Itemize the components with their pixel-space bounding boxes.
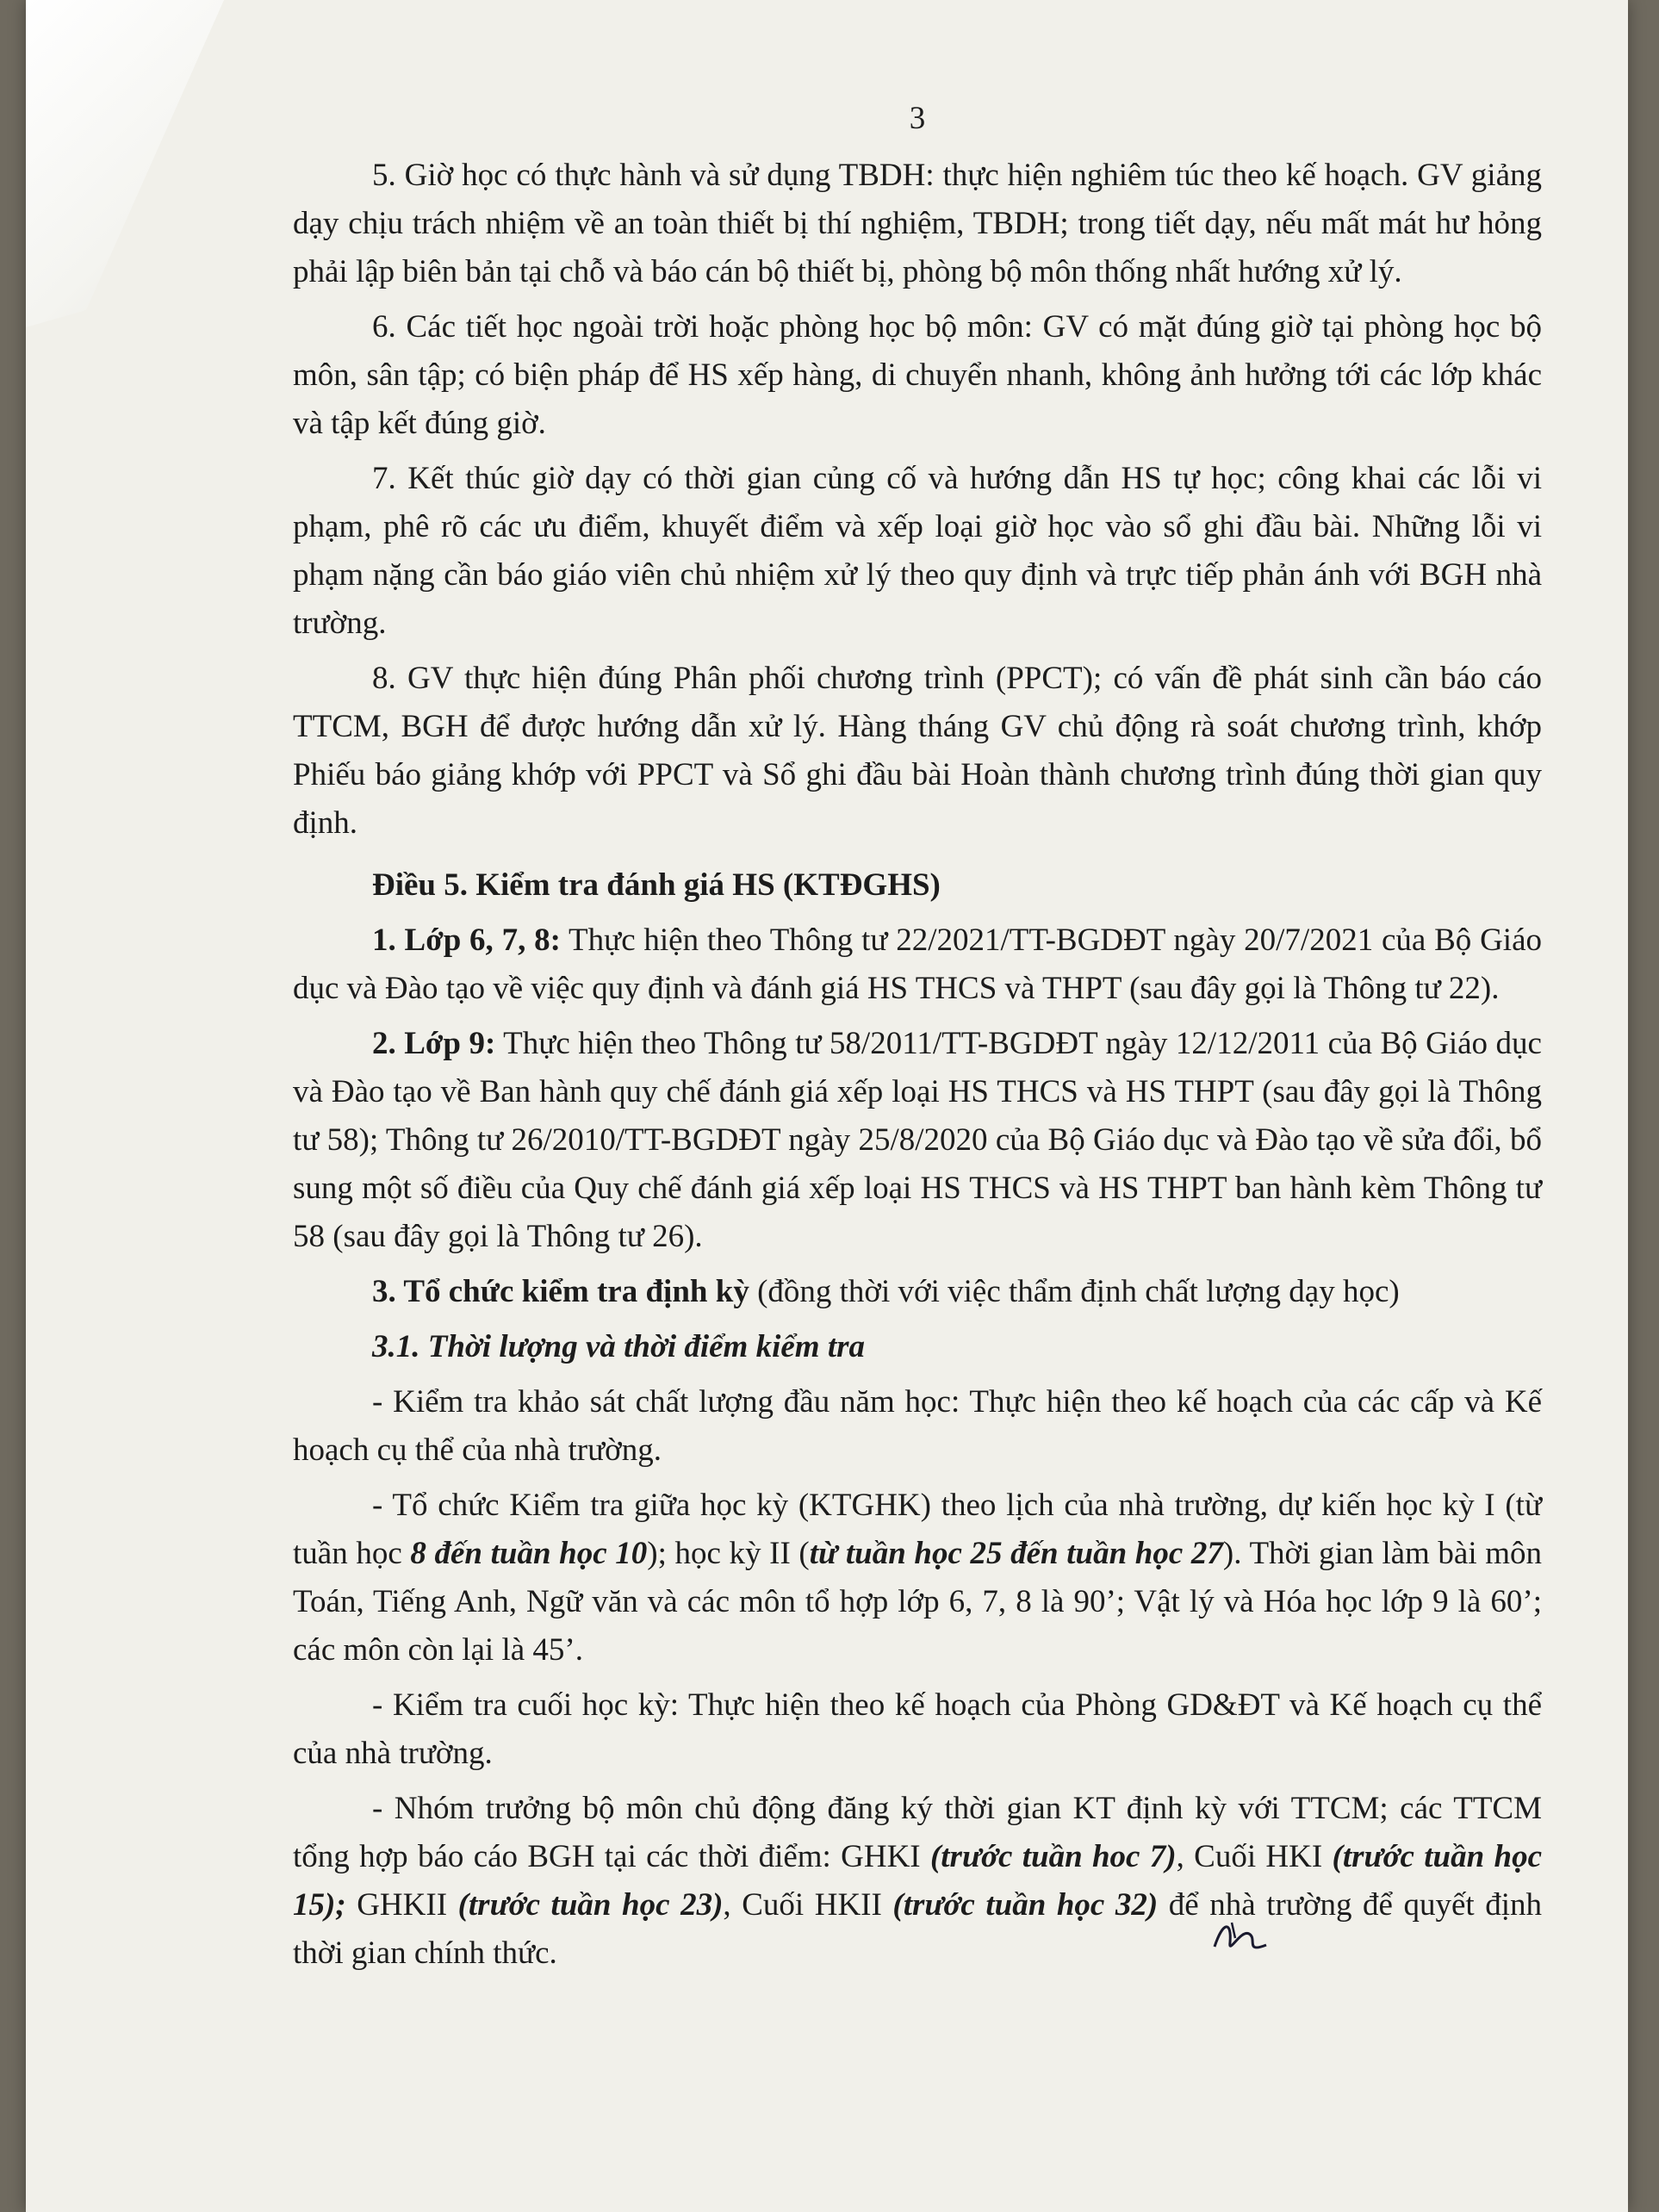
article-5-item-2: 2. Lớp 9: Thực hiện theo Thông tư 58/2011/TT-BGDĐT ngày 12/12/2011 của Bộ Giáo dục và Đào tạo về Ban hành quy chế đánh giá xếp loại HS THCS và HS THPT (sau đây gọi là Thông tư 58); Thông tư 26/2010/TT-BGDĐT ngày 25/8/2020 của Bộ Giáo dục và Đào tạo về sửa đổi, bổ sung một số điều của Quy chế đánh giá xếp loại HS THCS và HS THPT ban hành kèm Thông tư 58 (sau đây gọi là Thông tư 26). xyxy=(293,1026,1542,1254)
bullet-midterm: - Tổ chức Kiểm tra giữa học kỳ (KTGHK) theo lịch của nhà trường, dự kiến học kỳ I (từ tuần học 8 đến tuần học 10); học kỳ II (từ tuần học 25 đến tuần học 27). Thời gian làm bài môn Toán, Tiếng Anh, Ngữ văn và các môn tổ hợp lớp 6, 7, 8 là 90’; Vật lý và Hóa học lớp 9 là 60’; các môn còn lại là 45’. xyxy=(293,1488,1543,1668)
article-5-item-3: 3. Tổ chức kiểm tra định kỳ (đồng thời với việc thẩm định chất lượng dạy học) xyxy=(372,1274,1400,1309)
paragraph-6: 6. Các tiết học ngoài trời hoặc phòng học bộ môn: GV có mặt đúng giờ tại phòng học bộ môn, sân tập; có biện pháp để HS xếp hàng, di chuyển nhanh, không ảnh hưởng tới các lớp khác và tập kết đúng giờ. xyxy=(293,309,1542,441)
bullet-final: - Kiểm tra cuối học kỳ: Thực hiện theo kế hoạch của Phòng GD&ĐT và Kế hoạch cụ thể của nhà trường. xyxy=(293,1687,1542,1771)
article-5-item-1: 1. Lớp 6, 7, 8: Thực hiện theo Thông tư 22/2021/TT-BGDĐT ngày 20/7/2021 của Bộ Giáo dục và Đào tạo về việc quy định và đánh giá HS THCS và THPT (sau đây gọi là Thông tư 22). xyxy=(293,923,1542,1006)
bullet-survey: - Kiểm tra khảo sát chất lượng đầu năm học: Thực hiện theo kế hoạch của các cấp và Kế hoạch cụ thể của nhà trường. xyxy=(293,1384,1542,1468)
bullet-schedule: - Nhóm trưởng bộ môn chủ động đăng ký thời gian KT định kỳ với TTCM; các TTCM tổng hợp báo cáo BGH tại các thời điểm: GHKI (trước tuần hoc 7), Cuối HKI (trước tuần học 15); GHKII (trước tuần học 23), Cuối HKII (trước tuần học 32) để nhà trường để quyết định thời gian chính thức. xyxy=(293,1791,1543,1971)
initials-signature xyxy=(1206,1912,1275,1964)
subheading-3-1: 3.1. Thời lượng và thời điểm kiểm tra xyxy=(372,1329,866,1364)
paragraph-8: 8. GV thực hiện đúng Phân phối chương trình (PPCT); có vấn đề phát sinh cần báo cáo TTCM, BGH để được hướng dẫn xử lý. Hàng tháng GV chủ động rà soát chương trình, khớp Phiếu báo giảng khớp với PPCT và Sổ ghi đầu bài Hoàn thành chương trình đúng thời gian quy định. xyxy=(293,661,1542,841)
page-number: 3 xyxy=(909,101,926,136)
article-5-heading: Điều 5. Kiểm tra đánh giá HS (KTĐGHS) xyxy=(372,867,941,903)
page-content xyxy=(293,95,1542,1985)
paragraph-5: 5. Giờ học có thực hành và sử dụng TBDH: thực hiện nghiêm túc theo kế hoạch. GV giảng dạy chịu trách nhiệm về an toàn thiết bị thí nghiệm, TBDH; trong tiết dạy, nếu mất mát hư hỏng phải lập biên bản tại chỗ và báo cán bộ thiết bị, phòng bộ môn thống nhất hướng xử lý. xyxy=(293,158,1542,289)
document-page xyxy=(26,0,1628,2212)
folded-corner xyxy=(26,0,250,327)
paragraph-7: 7. Kết thúc giờ dạy có thời gian củng cố và hướng dẫn HS tự học; công khai các lỗi vi phạm, phê rõ các ưu điểm, khuyết điểm và xếp loại giờ học vào sổ ghi đầu bài. Những lỗi vi phạm nặng cần báo giáo viên chủ nhiệm xử lý theo quy định và trực tiếp phản ánh với BGH nhà trường. xyxy=(293,461,1542,641)
